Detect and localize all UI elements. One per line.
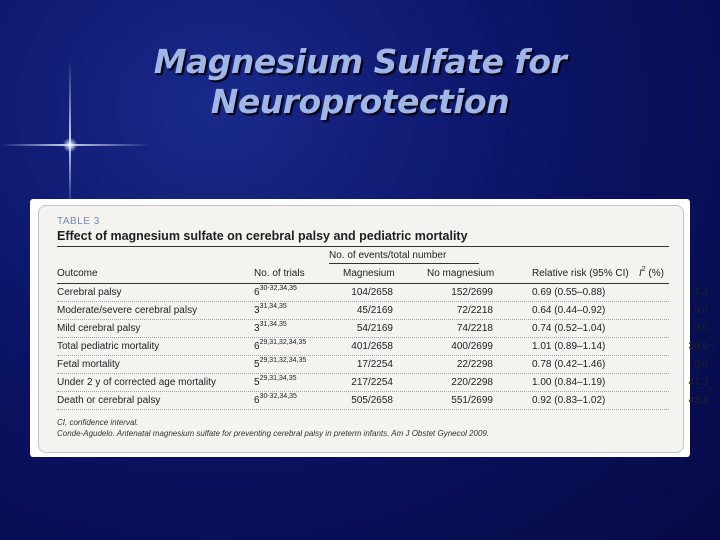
cell-magnesium: 104/2658 [351,287,393,298]
cell-i2: 0.0 [694,305,708,316]
cell-magnesium: 217/2254 [351,377,393,388]
cell-outcome: Moderate/severe cerebral palsy [57,305,198,316]
cell-relative-risk: 0.78 (0.42–1.46) [532,359,606,370]
table-row [57,284,708,302]
cell-magnesium: 505/2658 [351,395,393,406]
cell-trials: 6$^{30-32,34,35}$ [254,393,297,406]
table-row [57,392,708,410]
cell-i2: 47.3 [688,377,708,388]
col-header-i2: $I^2$ (%) [638,266,664,279]
table-row [57,302,708,320]
group-header: No. of events/total number [329,250,447,261]
table-row [57,338,708,356]
cell-no-magnesium: 551/2699 [451,395,493,406]
cell-i2: 0.0 [694,323,708,334]
cell-relative-risk: 1.01 (0.89–1.14) [532,341,606,352]
table-figure [30,199,708,457]
slide-title [0,42,720,122]
cell-relative-risk: 0.92 (0.83–1.02) [532,395,606,406]
cell-relative-risk: 1.00 (0.84–1.19) [532,377,606,388]
cell-no-magnesium: 74/2218 [456,323,493,334]
table-panel [38,205,708,453]
row-separator [57,409,669,410]
cell-relative-risk: 0.64 (0.44–0.92) [532,305,606,316]
cell-magnesium: 45/2169 [356,305,393,316]
group-header-rule [329,263,479,264]
footnote-abbreviation: CI, confidence interval. [57,418,139,427]
cell-trials: 6$^{30-32,34,35}$ [254,285,297,298]
cell-trials: 6$^{29,31,32,34,35}$ [254,339,307,352]
table-row [57,374,708,392]
cell-relative-risk: 0.69 (0.55–0.88) [532,287,606,298]
col-header-relative-risk: Relative risk (95% CI) [532,268,629,279]
cell-outcome: Cerebral palsy [57,287,122,298]
slide-title-line-2: Neuroprotection [210,82,510,121]
cell-trials: 3$^{31,34,35}$ [254,303,287,316]
cell-trials: 5$^{29,31,32,34,35}$ [254,357,307,370]
cell-no-magnesium: 152/2699 [451,287,493,298]
cell-i2: 4.4 [694,287,708,298]
col-header-trials: No. of trials [254,268,305,279]
col-header-magnesium: Magnesium [343,268,395,279]
col-header-outcome: Outcome [57,268,98,279]
cell-outcome: Mild cerebral palsy [57,323,141,334]
cell-outcome: Total pediatric mortality [57,341,160,352]
sparkle-star-icon [63,138,77,152]
cell-no-magnesium: 72/2218 [456,305,493,316]
table-label: TABLE 3 [57,216,100,227]
table-caption: Effect of magnesium sulfate on cerebral palsy and pediatric mortality [57,229,468,243]
cell-i2: 0.0 [694,359,708,370]
cell-trials: 3$^{31,34,35}$ [254,321,287,334]
cell-no-magnesium: 400/2699 [451,341,493,352]
cell-outcome: Under 2 y of corrected age mortality [57,377,216,388]
cell-outcome: Death or cerebral palsy [57,395,161,406]
cell-magnesium: 54/2169 [356,323,393,334]
cell-outcome: Fetal mortality [57,359,120,370]
cell-relative-risk: 0.74 (0.52–1.04) [532,323,606,334]
top-rule [57,246,669,247]
cell-i2: 38.9 [688,341,708,352]
table-row [57,356,708,374]
cell-i2: 43.3 [688,395,708,406]
table-row [57,320,708,338]
cell-no-magnesium: 22/2298 [456,359,493,370]
cell-magnesium: 17/2254 [356,359,393,370]
cell-magnesium: 401/2658 [351,341,393,352]
footnote-citation: Conde-Agudelo. Antenatal magnesium sulfate for preventing cerebral palsy in preterm infants. Am J Obstet Gynecol 2009. [57,429,490,438]
col-header-no-magnesium: No magnesium [427,268,495,279]
cell-trials: 5$^{29,31,34,35}$ [254,375,297,388]
slide-title-line-1: Magnesium Sulfate for [153,42,567,81]
cell-no-magnesium: 220/2298 [451,377,493,388]
